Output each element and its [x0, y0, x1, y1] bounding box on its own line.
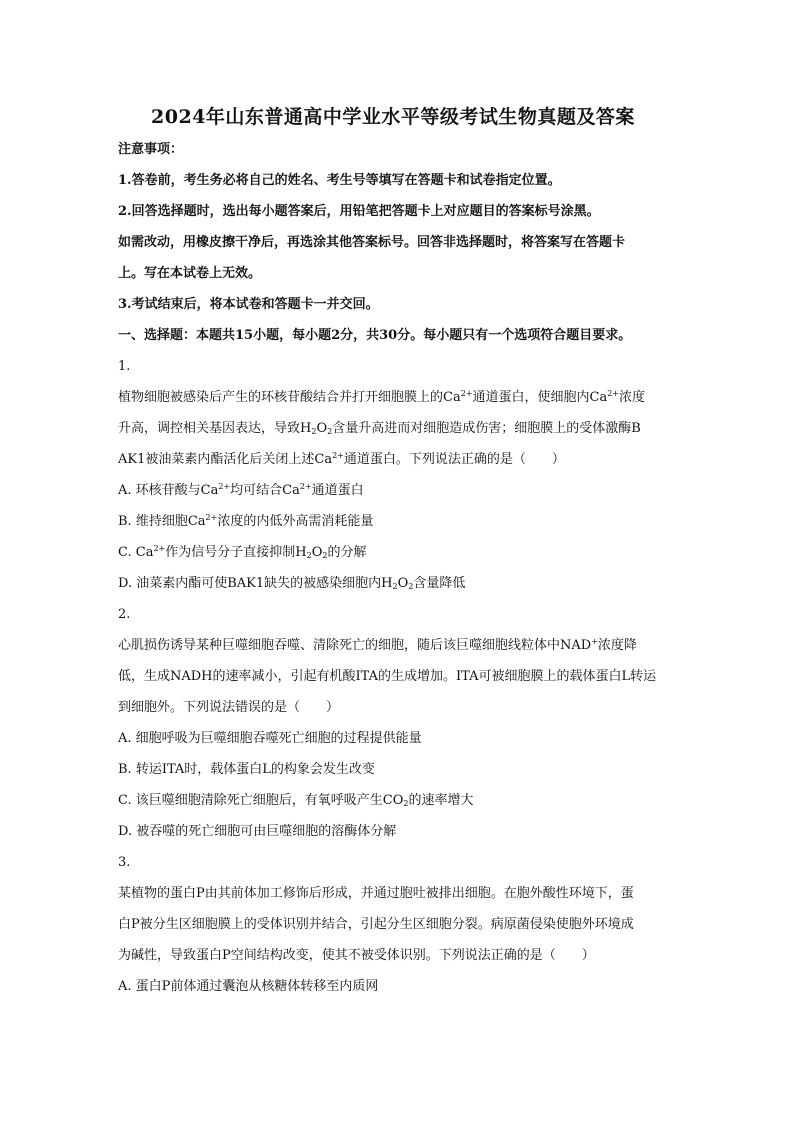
question-1-number: 1.	[118, 359, 131, 374]
document-page	[118, 100, 678, 1002]
question-3-option-a: A. 蛋白P前体通过囊泡从核糖体转移至内质网	[118, 979, 379, 994]
question-3-stem-line-2: 白P被分生区细胞膜上的受体识别并结合，引起分生区细胞分裂。病原菌侵染使胞外环境成	[118, 917, 634, 932]
question-2-stem-line-1: 心肌损伤诱导某种巨噬细胞吞噬、清除死亡的细胞，随后该巨噬细胞线粒体中NAD+浓度降	[118, 637, 637, 653]
question-1-stem-line-3: AK1被油菜素内酯活化后关闭上述$Ca^{2+}$通道蛋白。下列说法正确的是（ ）	[118, 451, 565, 467]
page-title: 2024年山东普通高中学业水平等级考试生物真题及答案	[151, 106, 635, 128]
notice-item-1: 1.答卷前，考生务必将自己的姓名、考生号等填写在答题卡和试卷指定位置。	[118, 173, 561, 188]
question-1-stem-line-2: 升高，调控相关基因表达，导致$H_2O_2$含量升高进而对细胞造成伤害；细胞膜上的受体激酶B	[118, 421, 641, 436]
notice-heading: 注意事项：	[118, 142, 184, 157]
question-1-stem-line-1: 植物细胞被感染后产生的环核苷酸结合并打开细胞膜上的$Ca^{2+}$通道蛋白，使细胞内$Ca^{2+}$浓度	[118, 389, 646, 405]
question-3-stem-line-3: 为碱性，导致蛋白P空间结构改变，使其不被受体识别。下列说法正确的是（ ）	[118, 948, 595, 963]
question-1-option-d: D. 油菜素内酯可使BAK1缺失的被感染细胞内$H_2O_2$含量降低	[118, 576, 466, 591]
notice-item-2c: 上。写在本试卷上无效。	[118, 266, 262, 281]
question-2-option-d: D. 被吞噬的死亡细胞可由巨噬细胞的溶酶体分解	[118, 824, 397, 839]
question-3-number: 3.	[118, 855, 131, 870]
question-1-option-b: B. 维持细胞$Ca^{2+}$浓度的内低外高需消耗能量	[118, 513, 374, 529]
question-2-stem-line-2: 低，生成NADH的速率减小，引起有机酸ITA的生成增加。ITA可被细胞膜上的载体蛋白L转运	[118, 669, 657, 684]
notice-item-3: 3.考试结束后，将本试卷和答题卡一并交回。	[118, 297, 379, 312]
notice-item-2a: 2.回答选择题时，选出每小题答案后，用铅笔把答题卡上对应题目的答案标号涂黑。	[118, 204, 600, 219]
question-2-number: 2.	[118, 607, 131, 622]
question-2-stem-line-3: 到细胞外。下列说法错误的是（ ）	[118, 700, 340, 715]
question-2-option-c: C. 该巨噬细胞清除死亡细胞后，有氧呼吸产生$CO_2$的速率增大	[118, 793, 474, 808]
section-heading: 一、选择题：本题共15小题，每小题2分，共30分。每小题只有一个选项符合题目要求。	[118, 328, 632, 343]
question-3-stem-line-1: 某植物的蛋白P由其前体加工修饰后形成，并通过胞吐被排出细胞。在胞外酸性环境下，蛋	[118, 886, 634, 901]
notice-item-2b: 如需改动，用橡皮擦干净后，再选涂其他答案标号。回答非选择题时，将答案写在答题卡	[118, 235, 626, 250]
question-1-option-a: A. 环核苷酸与$Ca^{2+}$均可结合$Ca^{2+}$通道蛋白	[118, 482, 364, 498]
question-2-option-b: B. 转运ITA时，载体蛋白L的构象会发生改变	[118, 762, 375, 777]
question-2-option-a: A. 细胞呼吸为巨噬细胞吞噬死亡细胞的过程提供能量	[118, 731, 422, 746]
question-1-option-c: C. $Ca^{2+}$作为信号分子直接抑制$H_2O_2$的分解	[118, 544, 367, 560]
